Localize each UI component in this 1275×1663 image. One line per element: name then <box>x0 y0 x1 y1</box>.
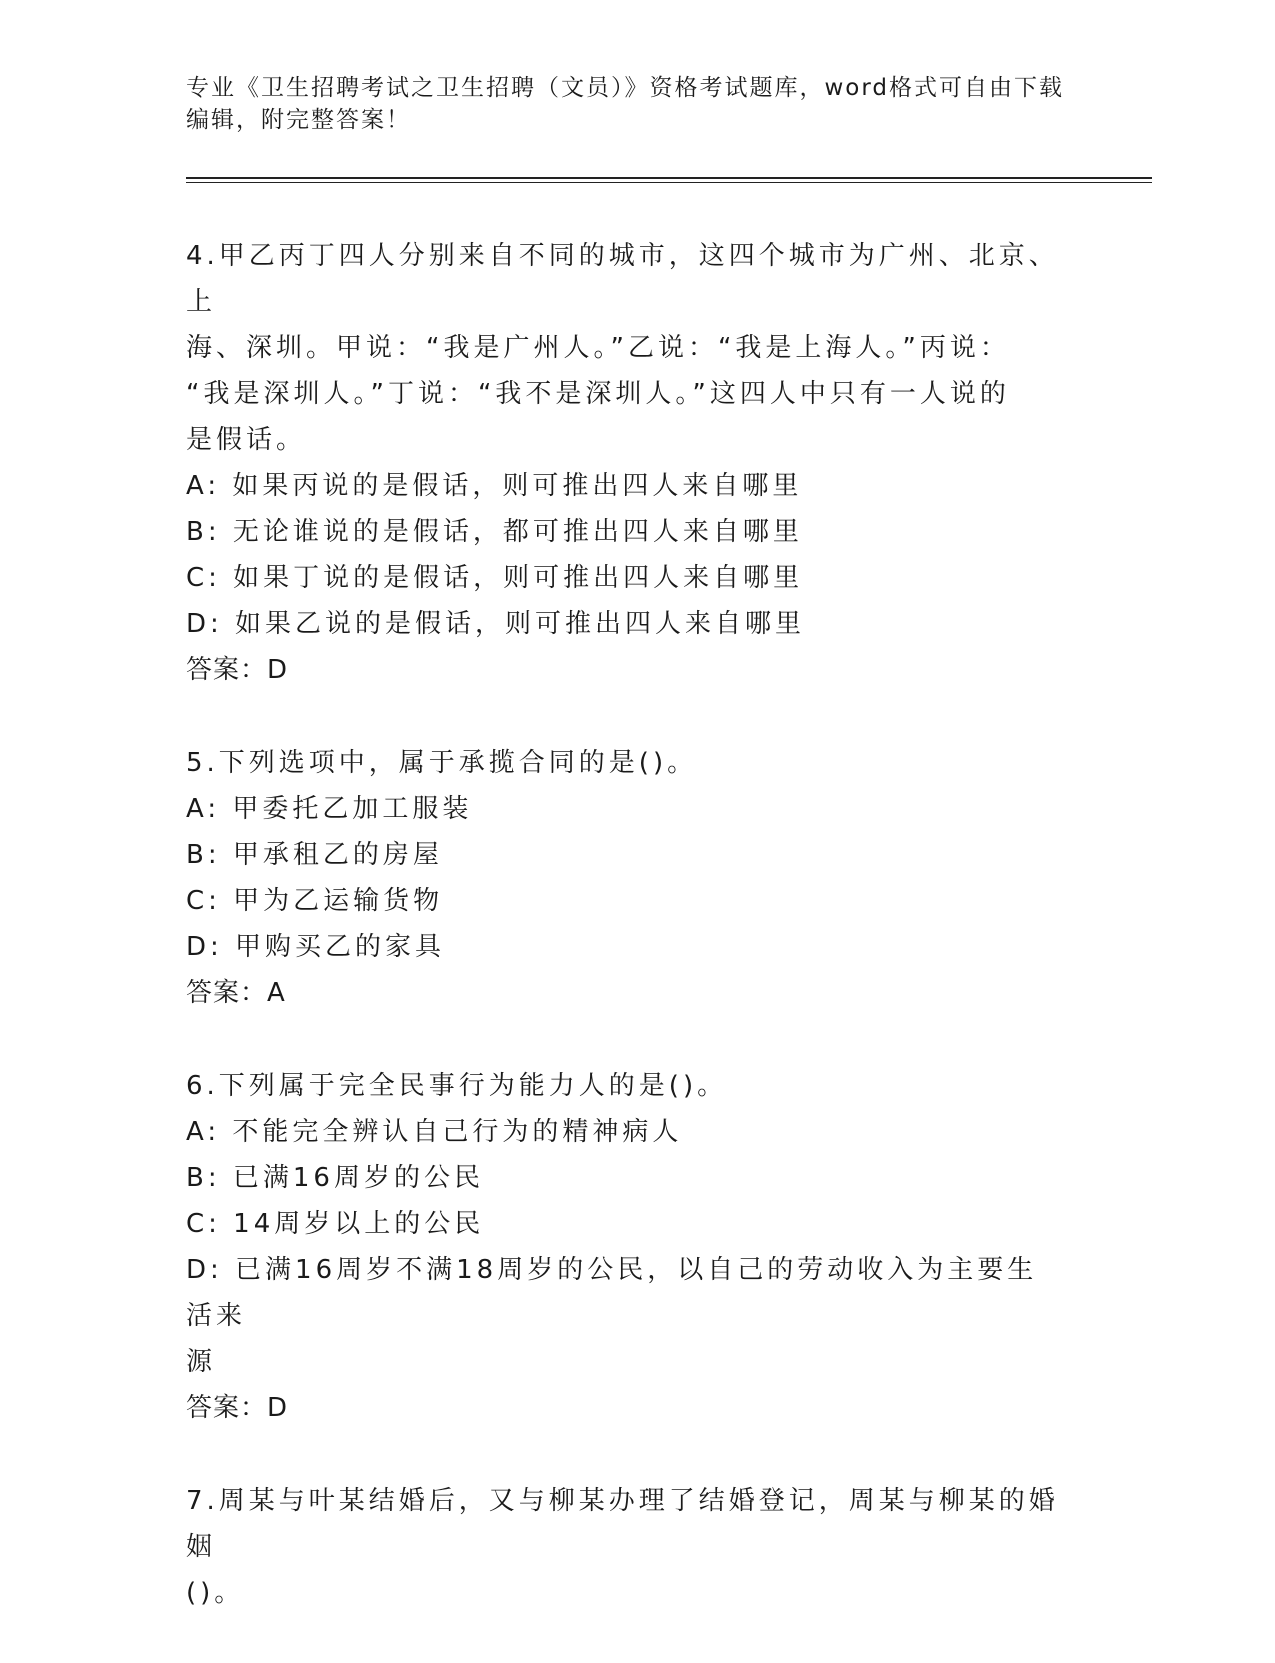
question-stem-line: 是假话。 <box>186 425 307 455</box>
answer-label: 答案：D <box>186 655 289 685</box>
header-line-1: 专业《卫生招聘考试之卫生招聘（文员）》资格考试题库，word格式可自由下载 <box>186 75 1065 101</box>
answer-label: 答案：D <box>186 1393 289 1423</box>
question-stem-line: 4.甲乙丙丁四人分别来自不同的城市，这四个城市为广州、北京、上 <box>186 241 1059 317</box>
option-c: C: 14周岁以上的公民 <box>186 1209 485 1239</box>
option-c: C: 甲为乙运输货物 <box>186 886 444 916</box>
question-list <box>186 233 1066 1663</box>
answer-label: 答案：A <box>186 978 286 1008</box>
option-b: B: 已满16周岁的公民 <box>186 1163 484 1193</box>
option-b: B: 无论谁说的是假话，都可推出四人来自哪里 <box>186 517 803 547</box>
option-c: C: 如果丁说的是假话，则可推出四人来自哪里 <box>186 563 804 593</box>
question-stem-line: 5.下列选项中，属于承揽合同的是()。 <box>186 748 698 778</box>
question-4 <box>186 233 1066 693</box>
question-6 <box>186 1063 1066 1431</box>
document-header <box>186 72 1066 136</box>
option-a: A: 如果丙说的是假话，则可推出四人来自哪里 <box>186 471 803 501</box>
option-a: A: 不能完全辨认自己行为的精神病人 <box>186 1117 683 1147</box>
question-7 <box>186 1478 1066 1616</box>
question-stem-line: “我是深圳人。”丁说：“我不是深圳人。”这四人中只有一人说的 <box>186 379 1010 409</box>
question-stem-line: 7.周某与叶某结婚后，又与柳某办理了结婚登记，周某与柳某的婚姻 <box>186 1486 1059 1562</box>
option-d-continued: 源 <box>186 1347 217 1377</box>
question-stem-line: ()。 <box>186 1578 245 1608</box>
option-d: D: 甲购买乙的家具 <box>186 932 446 962</box>
header-divider-thin <box>186 182 1152 183</box>
question-stem-line: 海、深圳。甲说：“我是广州人。”乙说：“我是上海人。”丙说： <box>186 333 1010 363</box>
question-stem-line: 6.下列属于完全民事行为能力人的是()。 <box>186 1071 728 1101</box>
option-b: B: 甲承租乙的房屋 <box>186 840 443 870</box>
header-line-2: 编辑，附完整答案！ <box>186 107 411 133</box>
question-5 <box>186 740 1066 1016</box>
option-d: D: 已满16周岁不满18周岁的公民，以自己的劳动收入为主要生活来 <box>186 1255 1038 1331</box>
option-d: D: 如果乙说的是假话，则可推出四人来自哪里 <box>186 609 806 639</box>
option-a: A: 甲委托乙加工服装 <box>186 794 473 824</box>
header-divider-thick <box>186 177 1152 179</box>
